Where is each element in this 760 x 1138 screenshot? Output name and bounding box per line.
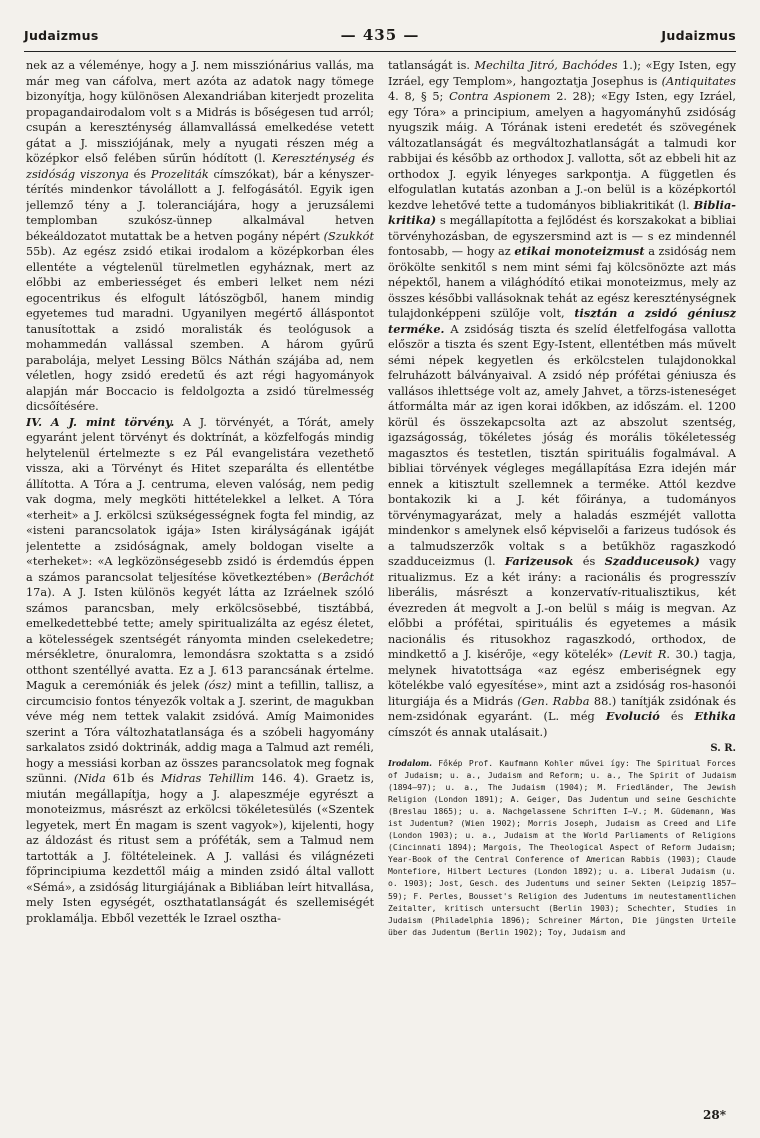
text: s megállapította a fejlődést és korszakokat a bibliai törvényhozásban, de egyszersmind azt is — s ez mindennél fontosabb, — hogy az bbox=[388, 214, 736, 258]
signature-line bbox=[388, 740, 736, 757]
text: és bbox=[582, 555, 596, 568]
page-number: — 435 — bbox=[340, 26, 420, 44]
running-head-left: Judaizmus bbox=[24, 28, 99, 43]
paragraph bbox=[388, 58, 736, 740]
cross-reference: Farizeusok bbox=[504, 554, 574, 568]
cross-reference: Kereszténység és zsidóság viszonya bbox=[26, 152, 374, 181]
emphasis: tisztán a zsidó géniusz terméke. bbox=[388, 306, 736, 336]
source-reference: (Szukkót bbox=[323, 229, 374, 243]
cross-reference: Biblia-kritika) bbox=[388, 197, 736, 227]
source-reference: (Gen. Rabba bbox=[517, 694, 590, 708]
text: 2. 28); «Egy Isten, egy Izráel, egy Tóra» a principium, amelyen a hagyományhű zsidóság nyugszik máig. A Tórának isteni eredetét és szövegének változatlanságát és megváltozhatlanságát a talmudi kor rabbijai és később az orthodox J. vallotta, sőt az ebbeli hit az orthodox J. egyik lényeges sarkpontja. A független és elfogulatlan kutatás azonban a J.-on belül is a középkortól kezdve lehetővé tette a tudományos bibliakritikát (l. bbox=[388, 90, 736, 212]
bibliography bbox=[388, 757, 736, 939]
running-header bbox=[24, 26, 736, 52]
text: 88.) tanítják zsidónak és nem-zsidónak egyaránt. (L. még bbox=[388, 694, 736, 723]
bibliography-label: Irodalom. bbox=[388, 757, 432, 768]
source-reference: Midras Tehillim bbox=[160, 772, 255, 785]
text: a zsidóság nem örökölte senkitől s nem mint sémi faj kölcsönözte azt más népektől, hanem a világhódító etikai monoteizmus, mely az összes későbbi vallásoknak tehát az egész kereszténységnek tulajdonképpeni szülője volt, bbox=[388, 245, 736, 320]
text: 4. 8, § 5; bbox=[388, 90, 444, 103]
emphasis: etikai monoteizmust bbox=[514, 244, 645, 258]
right-column bbox=[388, 58, 736, 1126]
running-head-right: Judaizmus bbox=[661, 28, 736, 43]
text: címszókat), bár a kényszer-térítés mindenkor távolállott a J. felfogásától. Egyik igen jellemző tény a J. toleranciájára, hogy a jeruzsálemi templomban szukósz-ünnep alkalmával hetven békeáldozatot mutattak be a hetven pogány népért bbox=[26, 167, 374, 243]
cross-reference: Ethika bbox=[694, 709, 736, 723]
text: címszót és annak utalásait.) bbox=[388, 725, 548, 739]
source-reference: Contra Aspionem bbox=[449, 90, 551, 103]
text: vagy ritualizmus. Ez a két irány: a racionális és progresszív liberális, másrészt a konzervatív-ritualisztikus, két évezreden át megvolt a J.-on belül s máig is megvan. Az előbbi a prófétai, spirituális és egyetemes a másik nacionális és ritusokhoz ragaszkodó, orthodox, de mindkettő a J. kisérője, «egy kötelék» bbox=[388, 555, 736, 661]
text-columns bbox=[26, 58, 736, 1126]
text: A zsidóság tiszta és szelíd életfelfogása vallotta először a tiszta és szent Egy-Istent, ellentétben más művelt sémi népek kegyetlen és erkölcstelen tulajdonokkal felruházott bálványaival. A zsidó nép prófétai géniusza és vallásos ihlettsége volt az, amely Jahvet, a törzs-isteneséget átformálta már az igen korai időkben, az időszám. el. 1200 körül és összekapcsolta azt az abszolut szentség, igazságosság, tökéletes jóság és morális tökéletesség magasztos és testetlen, tisztán spirituális fogalmával. A bibliai törvények végleges megállapítása Ezra idején már ennek a kitisztult szellemnek a terméke. Attól kezdve bontakozik ki a J. két főiránya, a tudományos törvénymagyarázat, mely a haladás eszméjét vallotta mindenkor s amelynek első képviselői a farizeus tudósok és a talmudszerzők voltak s a betűkhöz ragaszkodó szadduceizmus (l. bbox=[388, 322, 736, 568]
left-column bbox=[26, 58, 374, 1126]
text: nek az a véleménye, hogy a J. nem missziónárius vallás, ma már meg van cáfolva, mert azóta az adatok nagy tömege bizonyítja, hogy különösen Alexandriában kiterjedt prozelita propagandairodalom volt s a Midrás is bőségesen tud arról; csupán a kereszténység államvallássá emelkedése vetett gátat a J. missziójának, mely a nyugati részen még a középkor első felében sűrűn hódított (l. bbox=[26, 59, 374, 165]
cross-reference: Szadduceusok) bbox=[604, 554, 700, 568]
source-reference: (ósz) bbox=[204, 679, 232, 692]
paragraph bbox=[26, 58, 374, 415]
cross-reference: Prozeliták bbox=[150, 167, 209, 181]
text: 30.) tagja, melynek hivatottsága «az egész emberiségnek egy kötelékbe való egyesítése», mint azt a zsidóság ros-hasonói liturgiája és a Midrás bbox=[388, 648, 736, 708]
text: 55b). Az egész zsidó etikai irodalom a középkorban éles ellentéte a végtelenül türelmetlen egyháznak, mert az előbbi az emberiességet és emberi lelket nem nézi egocentrikus és elfogult látószögből, hanem mindig egyetemes tud maradni. Ugyanilyen megértő álláspontot tanusítottak a zsidó moralisták és teológusok a mohammedán vallással szemben. A három gyűrű parabolája, melyet Lessing Bölcs Náthán szájába ad, nem véletlen, hogy zsidó eredetű és azt régi hagyományok alapján már Boccacio is feldolgozta a zsidó türelmesség dicsőítésére. bbox=[26, 245, 374, 413]
text: és bbox=[133, 167, 147, 181]
text: 1.); «Egy Isten, egy Izráel, egy Templom», hangoztatja Josephus is bbox=[388, 59, 736, 88]
text: 17a). A J. Isten különös kegyét látta az Izráelnek szóló számos parancsban, mely erkölcsösebbé, tisztábbá, emelkedettebbé tette; amely spiritualizálta az egész életet, a kötelességek szentségét rányomta minden cselekedetre; mérsékletre, önuralomra, lemondásra szoktatta s a zsidó otthont szentéllyé avatta. Ez a J. 613 parancsának értelme. Maguk a ceremóniák és jelek bbox=[26, 586, 374, 692]
source-reference: Mechilta Jitró, Bachódes bbox=[474, 59, 618, 72]
cross-reference: Evolució bbox=[605, 709, 660, 723]
text: és bbox=[670, 710, 684, 723]
text: 146. 4). Graetz is, miután megállapítja, hogy a J. alapeszméje egyrészt a monoteizmus, másrészt az erkölcsi tökéletesülés («Szentek legyetek, mert Én magam is szent vagyok»), kijelenti, hogy az áldozást és ritust sem a próféták, sem a Talmud nem tartották a J. föltételeinek. A J. vallási és világnézeti főprincipiuma kezdettől máig a minden zsidó által vallott «Sémá», a zsidóság liturgiájának a Bibliában leírt hitvallása, mely Isten egységét, oszthatatlanságát és szellemiségét proklamálja. Ebből vezették le Izrael osztha- bbox=[26, 772, 374, 925]
text: 61b és bbox=[112, 772, 154, 785]
source-reference: (Nida bbox=[73, 772, 106, 785]
section-title: IV. A J. mint törvény. bbox=[26, 414, 175, 429]
paragraph bbox=[26, 415, 374, 927]
text: A J. törvényét, a Tórát, amely egyaránt jelent törvényt és doktrínát, a közfelfogás mindig helytelenül értelmezte s ez Pál evangelistára vezethető vissza, aki a Törvényt és Hitet szeparálta és ellentétbe állította. A Tóra a J. centruma, eleven valóság, nem pedig vak dogma, mely megköti hittételekkel a lelket. A Tóra «terheit» a J. erkölcsi szükségességnek fogta fel mindig, az «isteni parancsolatok igája» Isten királyságának igáját jelentette a zsidóságnak, amely boldogan viselte a «terheket»: «A legközönségesebb zsidó is érdemdús éppen a számos parancsolat teljesítése következtében» bbox=[26, 415, 374, 584]
source-reference: (Berâchót bbox=[317, 570, 374, 584]
source-reference: (Antiquitates bbox=[661, 74, 736, 88]
bibliography-text: Főkép Prof. Kaufmann Kohler művei így: The Spiritual Forces of Judaism; u. a., Judaism and Reform; u. a., The Spirit of Judaism (1894—97); u. a., The Judaism (1904); M. Friedländer, The Jewish Religion (London 1891); A. Geiger, Das Judentum und seine Geschichte (Breslau 1865); u. a. Nachgelassene Schriften I—V.; M. Güdemann, Was ist Judentum? (Wien 1902); Morris Joseph, Judaism as Creed and Life (London 1903); u. a., Judaism at the World Parliaments of Religions (Cincinnati 1894); Margois, The Theological Aspect of Reform Judaism; Year-Book of the Central Conference of American Rabbis (1903); Claude Montefiore, Hilbert Lectures (London 1892); u. a. Liberal Judaism (u. o. 1903); Jost, Gesch. des Judentums und seiner Sekten (Leipzig 1857—59); F. Perles, Bousset's Religion des Judentums im neutestamentlichen Zeitalter, kritisch untersucht (Berlin 1903); Schechter, Studies in Judaism (Philadelphia 1896); Schreiner Márton, Die jüngsten Urteile über das Judentum (Berlin 1902); Toy, Judaism and bbox=[388, 758, 736, 937]
author-signature: S. R. bbox=[710, 743, 736, 754]
text: mint a tefillin, tallisz, a circumcisio fontos tényezők voltak a J. szerint, de magukban véve még nem tettek valakit zsidóvá. Amíg Maimonides szerint a Tóra változhatatlansága és a szóbeli hagyomány sarkalatos zsidó doktrinák, addig maga a Talmud azt reméli, hogy a messiási korban az összes parancsolatok meg fognak szünni. bbox=[26, 679, 374, 785]
source-reference: (Levit R. bbox=[619, 648, 670, 661]
sheet-signature-mark: 28* bbox=[703, 1108, 726, 1122]
text: tatlanságát is. bbox=[388, 59, 470, 72]
